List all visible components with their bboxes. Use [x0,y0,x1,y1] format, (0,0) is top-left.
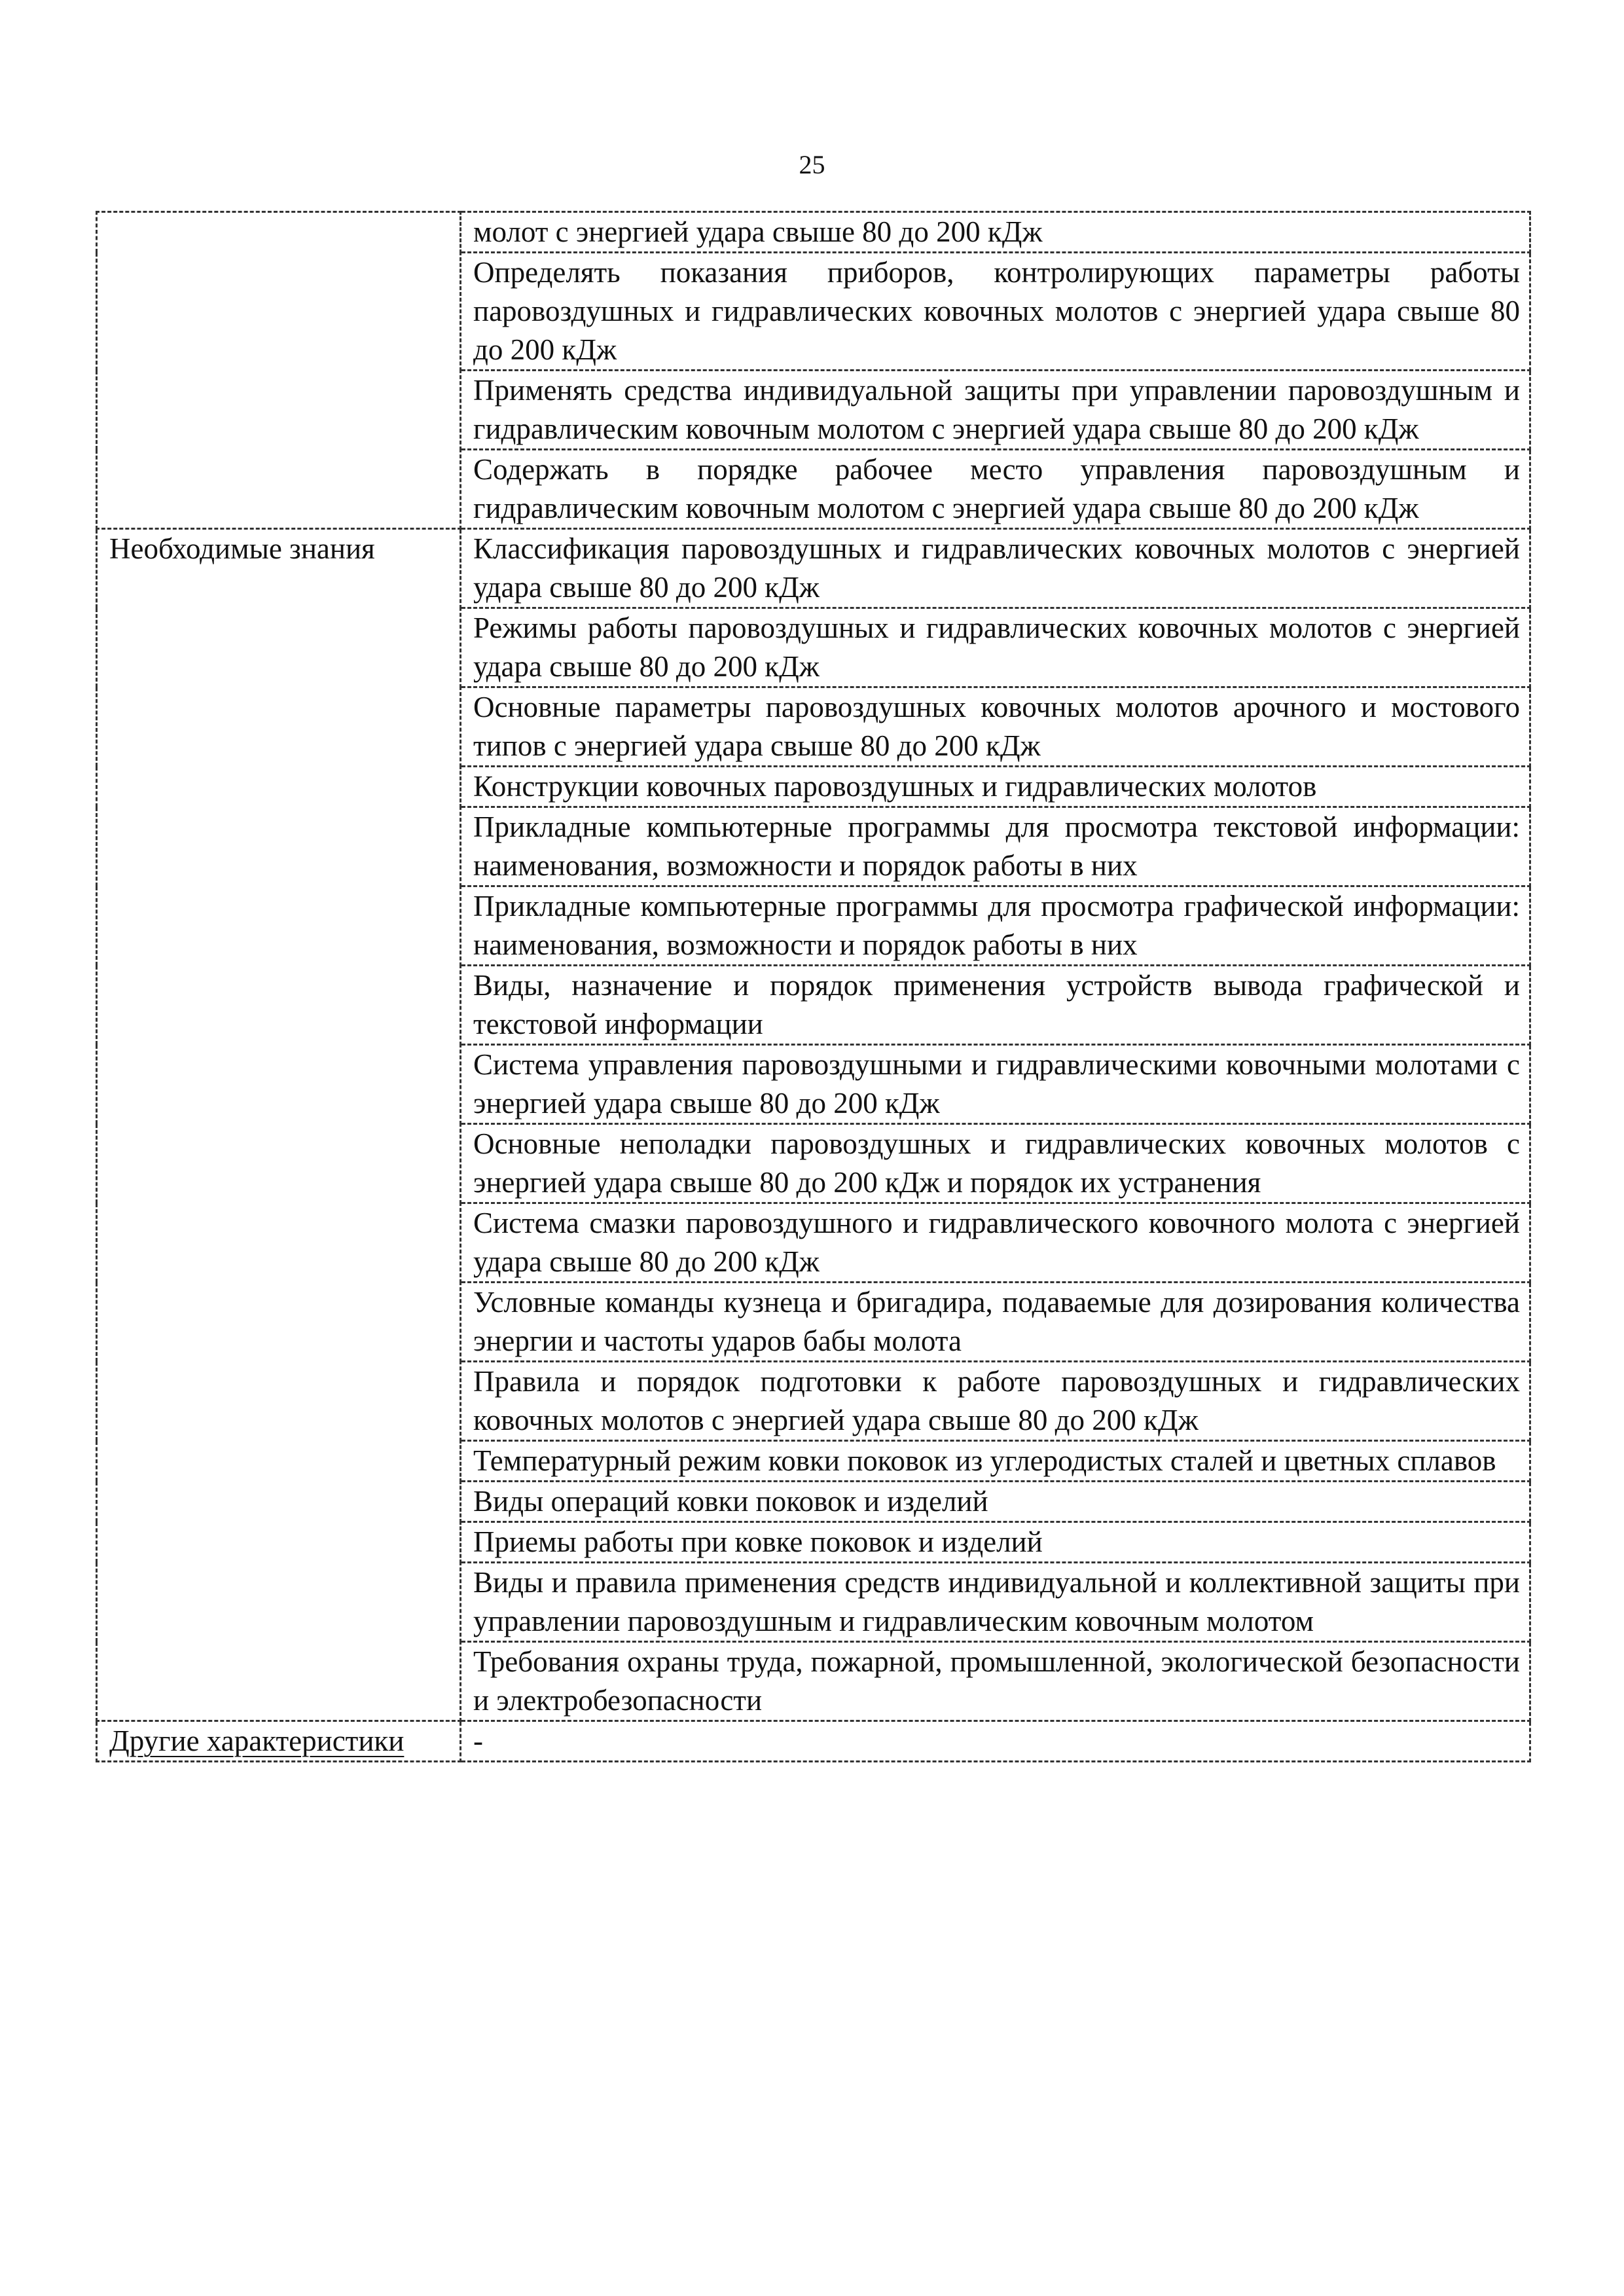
knowledge-item: Основные параметры паровоздушных ковочных молотов арочного и мостового типов с энергией удара свыше 80 до 200 кДж [461,687,1530,767]
knowledge-item: Правила и порядок подготовки к работе паровоздушных и гидравлических ковочных молотов с энергией удара свыше 80 до 200 кДж [461,1362,1530,1441]
knowledge-item: Система смазки паровоздушного и гидравлического ковочного молота с энергией удара свыше 80 до 200 кДж [461,1203,1530,1283]
knowledge-item: Прикладные компьютерные программы для просмотра графической информации: наименования, возможности и порядок работы в них [461,886,1530,966]
knowledge-item: Система управления паровоздушными и гидравлическими ковочными молотами с энергией удара свыше 80 до 200 кДж [461,1045,1530,1124]
page-number: 25 [799,150,825,179]
knowledge-item: Требования охраны труда, пожарной, промышленной, экологической безопасности и электробезопасности [461,1642,1530,1721]
knowledge-item: Приемы работы при ковке поковок и изделий [461,1522,1530,1563]
other-value: - [461,1721,1530,1762]
table-row [97,212,1530,253]
table-row [97,1721,1530,1762]
knowledge-item: Конструкции ковочных паровоздушных и гидравлических молотов [461,767,1530,807]
other-label-cell [97,1721,461,1762]
skills-label-cell [97,212,461,529]
knowledge-item: Классификация паровоздушных и гидравлических ковочных молотов с энергией удара свыше 80 до 200 кДж [461,529,1530,608]
knowledge-item: Виды операций ковки поковок и изделий [461,1482,1530,1522]
knowledge-item: Основные неполадки паровоздушных и гидравлических ковочных молотов с энергией удара свыше 80 до 200 кДж и порядок их устранения [461,1124,1530,1203]
knowledge-item: Режимы работы паровоздушных и гидравлических ковочных молотов с энергией удара свыше 80 до 200 кДж [461,608,1530,687]
skill-item: молот с энергией удара свыше 80 до 200 кДж [461,212,1530,253]
knowledge-item: Виды, назначение и порядок применения устройств вывода графической и текстовой информации [461,966,1530,1045]
knowledge-item: Прикладные компьютерные программы для просмотра текстовой информации: наименования, возможности и порядок работы в них [461,807,1530,886]
skill-item: Применять средства индивидуальной защиты при управлении паровоздушным и гидравлическим ковочным молотом с энергией удара свыше 80 до 200 кДж [461,371,1530,450]
other-label: Другие характеристики [109,1724,405,1757]
skill-item: Определять показания приборов, контролирующих параметры работы паровоздушных и гидравлических ковочных молотов с энергией удара свыше 80 до 200 кДж [461,253,1530,371]
knowledge-label-cell [97,529,461,1721]
competency-table [96,211,1531,1762]
skill-item: Содержать в порядке рабочее место управления паровоздушным и гидравлическим ковочным молотом с энергией удара свыше 80 до 200 кДж [461,450,1530,529]
knowledge-item: Температурный режим ковки поковок из углеродистых сталей и цветных сплавов [461,1441,1530,1482]
knowledge-item: Условные команды кузнеца и бригадира, подаваемые для дозирования количества энергии и частоты ударов бабы молота [461,1283,1530,1362]
knowledge-label: Необходимые знания [109,532,375,565]
table-row [97,529,1530,608]
knowledge-item: Виды и правила применения средств индивидуальной и коллективной защиты при управлении паровоздушным и гидравлическим ковочным молотом [461,1563,1530,1642]
